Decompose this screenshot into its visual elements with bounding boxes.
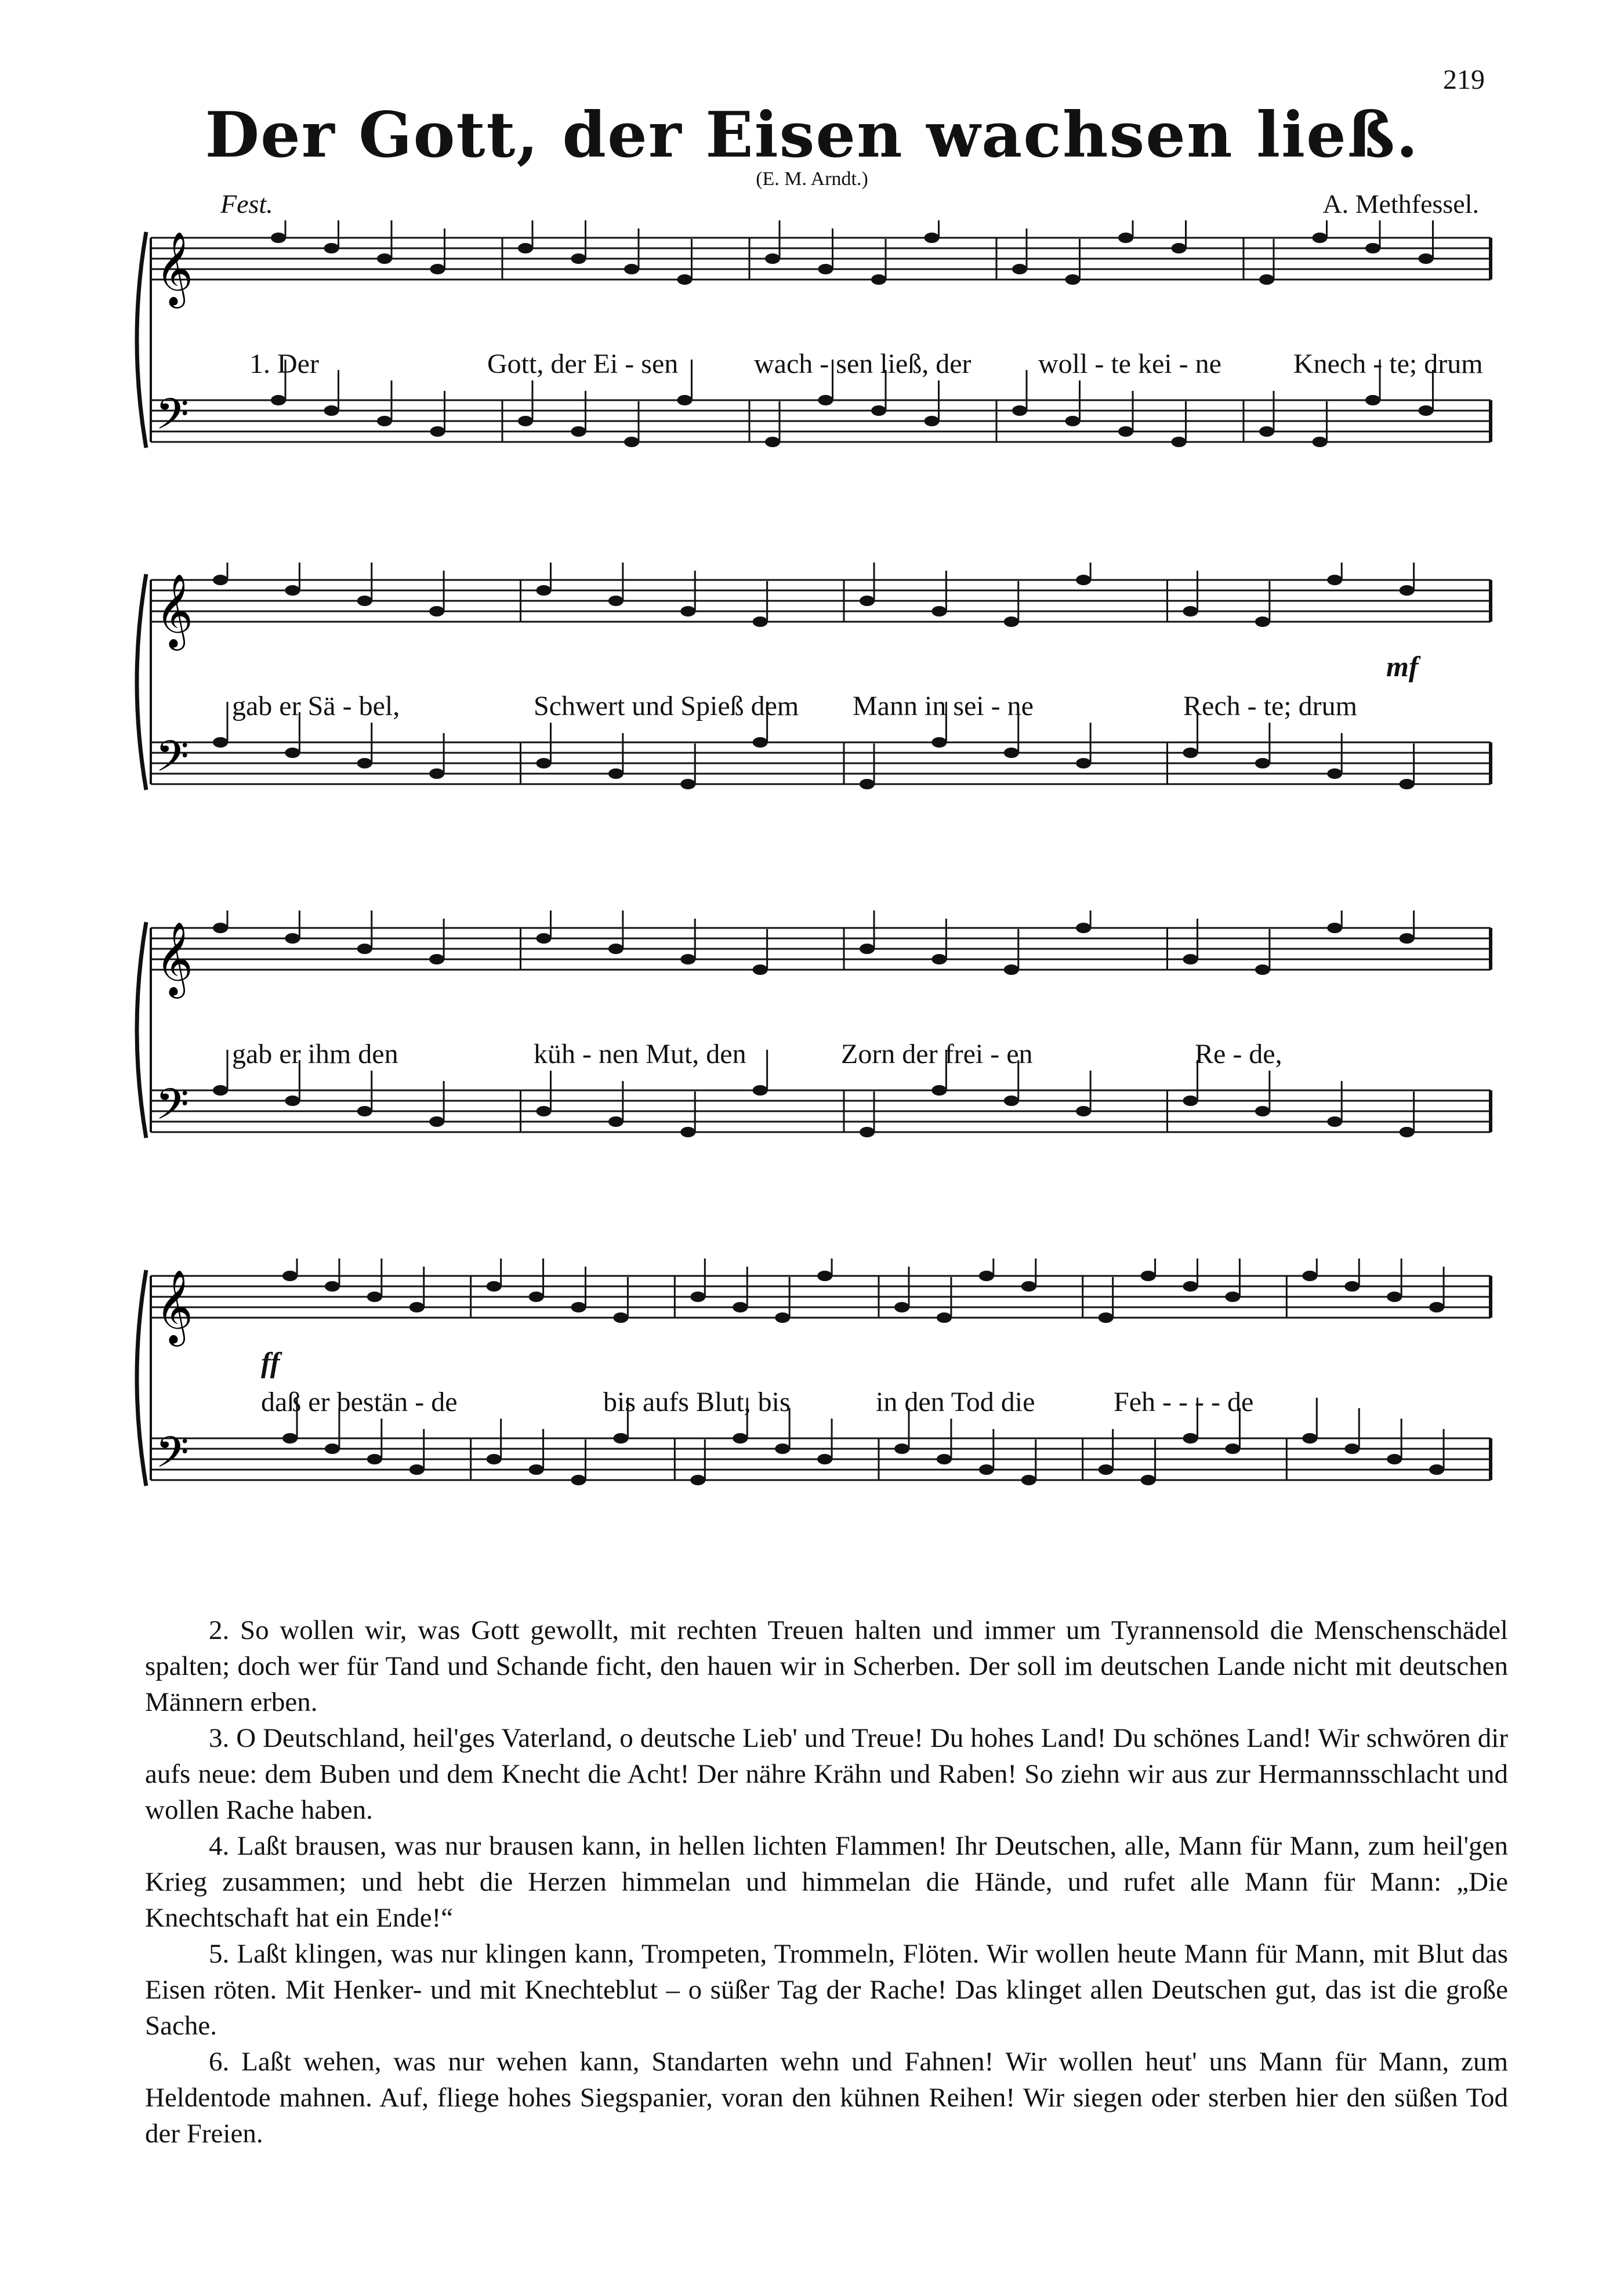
lyric-line: Mann in sei - ne [853,691,1034,721]
lyric-line: Gott, der Ei - sen [487,349,679,379]
note-head [733,1433,748,1444]
lyric-line: in den Tod die [876,1387,1035,1417]
note-head [677,274,693,285]
note-head [894,1302,909,1312]
note-head [818,395,833,405]
note-head [1065,274,1081,285]
note-head [753,737,768,748]
note-head [680,779,695,789]
note-head [624,437,639,447]
brace-icon [137,232,146,448]
note-head [937,1454,952,1464]
lyric-line: Rech - te; drum [1183,691,1357,721]
note-head [894,1444,909,1454]
note-head [1365,243,1380,253]
verse-block [145,1612,1508,2152]
note-head [1344,1444,1360,1454]
note-head [213,923,228,933]
brace-icon [137,574,146,790]
lyric-line: gab er ihm den [232,1039,398,1069]
note-head [680,1127,695,1137]
note-head [1183,954,1198,964]
note-head [860,944,875,954]
note-head [536,933,552,944]
brace-icon [137,922,146,1138]
note-head [733,1302,748,1312]
note-head [1183,606,1198,616]
note-head [285,585,300,596]
note-head [817,1271,832,1281]
note-head [979,1271,994,1281]
note-head [518,416,533,426]
note-head [285,933,300,944]
note-head [753,964,768,975]
note-head [1004,616,1019,627]
note-head [324,405,339,416]
note-head [1400,1127,1415,1137]
note-head [1259,426,1274,437]
note-head [529,1464,544,1475]
note-head [1012,405,1027,416]
note-head [325,1281,340,1292]
note-head [1183,1096,1198,1106]
note-head [1255,964,1270,975]
note-head [1118,233,1133,243]
note-head [1004,748,1019,758]
note-head [860,779,875,789]
bass-clef-icon: 𝄢 [155,731,189,792]
note-head [608,1116,624,1127]
lyric-line: wach - sen ließ, der [754,349,971,379]
note-head [529,1292,544,1302]
note-head [357,758,372,768]
note-head [1076,1106,1091,1116]
note-head [1365,395,1380,405]
note-head [1255,616,1270,627]
music-system-4 [128,1259,1496,1583]
note-head [429,1116,444,1127]
note-head [1327,768,1342,779]
music-system-1 [128,220,1496,487]
note-head [487,1281,502,1292]
note-head [429,768,444,779]
note-head [680,606,695,616]
lyric-line: gab er Sä - bel, [232,691,400,721]
note-head [325,1444,340,1454]
note-head [285,748,300,758]
tempo-marking: Fest. [220,189,273,219]
lyric-line: küh - nen Mut, den [534,1039,746,1069]
note-head [1429,1302,1444,1312]
note-head [613,1312,628,1323]
note-head [817,1454,832,1464]
note-head [753,616,768,627]
note-head [1302,1433,1317,1444]
note-head [377,253,392,264]
note-head [1021,1281,1036,1292]
note-head [690,1292,705,1302]
note-head [1141,1475,1156,1485]
bass-clef-icon: 𝄢 [155,1079,189,1140]
note-head [608,768,624,779]
note-head [536,758,552,768]
dynamic-marking: mf [1386,650,1419,683]
note-head [487,1454,502,1464]
note-head [775,1312,790,1323]
composer-credit: A. Methfessel. [1322,189,1479,219]
verse-5: 5. Laßt klingen, was nur klingen kann, Trompeten, Trommeln, Flöten. Wir wollen heute Mann für Mann, mit Blut das Eisen röten. Mit Henker- und mit Knechteblut – o süßer Tag der Rache! Das klinget allen Deutschen gut, das ist die große Sache. [145,1939,1508,2041]
note-head [925,233,940,243]
treble-clef-icon: 𝄞 [155,1269,194,1343]
note-head [613,1433,628,1444]
note-head [753,1085,768,1096]
lyric-line: Feh - - - - de [1114,1387,1254,1417]
verse-6: 6. Laßt wehen, was nur wehen kann, Standarten wehn und Fahnen! Wir wollen heut' uns Mann für Mann, zum Heldentode mahnen. Auf, fliege hohes Siegspanier, voran den kühnen Reihen! Wir siegen oder sterben hier den süßen Tod der Freien. [145,2047,1508,2149]
note-head [1387,1292,1402,1302]
dynamic-marking: ff [261,1346,280,1379]
note-head [871,405,886,416]
note-head [213,737,228,748]
note-head [1012,264,1027,274]
note-head [571,1475,586,1485]
note-head [979,1464,994,1475]
brace-icon [137,1270,146,1486]
note-head [1327,575,1342,585]
note-head [1076,575,1091,585]
note-head [213,575,228,585]
note-head [871,274,886,285]
note-head [1255,1106,1270,1116]
note-head [536,585,552,596]
note-head [213,1085,228,1096]
lyric-line: 1. Der [249,349,319,379]
note-head [931,606,947,616]
note-head [1400,779,1415,789]
note-head [1302,1271,1317,1281]
note-head [931,1085,947,1096]
music-system-2 [128,563,1496,829]
note-head [1327,923,1342,933]
note-head [377,416,392,426]
note-head [931,954,947,964]
note-head [1387,1454,1402,1464]
note-head [1344,1281,1360,1292]
lyric-line: Re - de, [1195,1039,1282,1069]
note-head [1327,1116,1342,1127]
note-head [1400,933,1415,944]
note-head [1118,426,1133,437]
verse-3: 3. O Deutschland, heil'ges Vaterland, o deutsche Lieb' und Treue! Du hohes Land! Du schönes Land! Wir schwören dir aufs neue: dem Buben und dem Knecht die Acht! Der nähre Krähn und Raben! So ziehn wir aus zur Hermannsschlacht und wollen Rache haben. [145,1723,1508,1825]
note-head [775,1444,790,1454]
verse-2: 2. So wollen wir, was Gott gewollt, mit rechten Treuen halten und immer um Tyrannensold die Menschenschädel spalten; doch wer für Tand und Schande ficht, den hauen wir in Scherben. Der soll im deutschen Lande nicht mit deutschen Männern erben. [145,1615,1508,1717]
note-head [282,1271,298,1281]
lyric-line: Zorn der frei - en [841,1039,1033,1069]
note-head [357,596,372,606]
note-head [282,1433,298,1444]
note-head [1183,1433,1198,1444]
note-head [357,1106,372,1116]
note-head [1313,233,1328,243]
note-head [1076,923,1091,933]
note-head [409,1302,425,1312]
note-head [1419,405,1434,416]
note-head [430,264,445,274]
note-head [367,1292,382,1302]
note-head [1172,437,1187,447]
treble-clef-icon: 𝄞 [155,573,194,647]
note-head [1141,1271,1156,1281]
note-head [931,737,947,748]
note-head [677,395,693,405]
note-head [860,1127,875,1137]
note-head [1259,274,1274,285]
note-head [367,1454,382,1464]
bass-clef-icon: 𝄢 [155,389,189,450]
bass-clef-icon: 𝄢 [155,1427,189,1488]
note-head [1400,585,1415,596]
note-head [429,606,444,616]
note-head [536,1106,552,1116]
note-head [1225,1292,1240,1302]
note-head [271,233,286,243]
note-head [818,264,833,274]
note-head [1076,758,1091,768]
lyricist-credit: (E. M. Arndt.) [756,168,868,190]
lyric-line: Schwert und Spieß dem [534,691,799,721]
song-title: Der Gott, der Eisen wachsen ließ. [205,99,1419,172]
note-head [430,426,445,437]
note-head [937,1312,952,1323]
note-head [680,954,695,964]
note-head [409,1464,425,1475]
note-head [1183,1281,1198,1292]
note-head [608,944,624,954]
note-head [324,243,339,253]
note-head [624,264,639,274]
lyric-line: woll - te kei - ne [1038,349,1221,379]
note-head [1313,437,1328,447]
note-head [1021,1475,1036,1485]
note-head [1099,1312,1114,1323]
note-head [690,1475,705,1485]
note-head [1255,758,1270,768]
note-head [608,596,624,606]
note-head [1183,748,1198,758]
note-head [765,437,780,447]
note-head [765,253,780,264]
note-head [357,944,372,954]
note-head [1004,1096,1019,1106]
note-head [271,395,286,405]
page-number: 219 [1443,64,1485,95]
note-head [571,1302,586,1312]
note-head [1225,1444,1240,1454]
note-head [925,416,940,426]
lyric-line: daß er bestän - de [261,1387,458,1417]
treble-clef-icon: 𝄞 [155,231,194,305]
note-head [1429,1464,1444,1475]
note-head [860,596,875,606]
note-head [1172,243,1187,253]
treble-clef-icon: 𝄞 [155,921,194,995]
verse-4: 4. Laßt brausen, was nur brausen kann, in hellen lichten Flammen! Ihr Deutschen, alle, Mann für Mann, zum heil'gen Krieg zusammen; und hebt die Herzen himmelan und himmelan die Hände, und rufet alle Mann für Mann: „Die Knechtschaft hat ein Ende!“ [145,1831,1508,1933]
note-head [571,426,586,437]
note-head [285,1096,300,1106]
note-head [518,243,533,253]
note-head [1099,1464,1114,1475]
lyric-line: Knech - te; drum [1293,349,1483,379]
music-system-3 [128,911,1496,1177]
note-head [1419,253,1434,264]
grand-staff-4 [128,1259,1496,1583]
note-head [1065,416,1081,426]
note-head [571,253,586,264]
lyric-line: bis aufs Blut, bis [603,1387,791,1417]
note-head [429,954,444,964]
note-head [1004,964,1019,975]
